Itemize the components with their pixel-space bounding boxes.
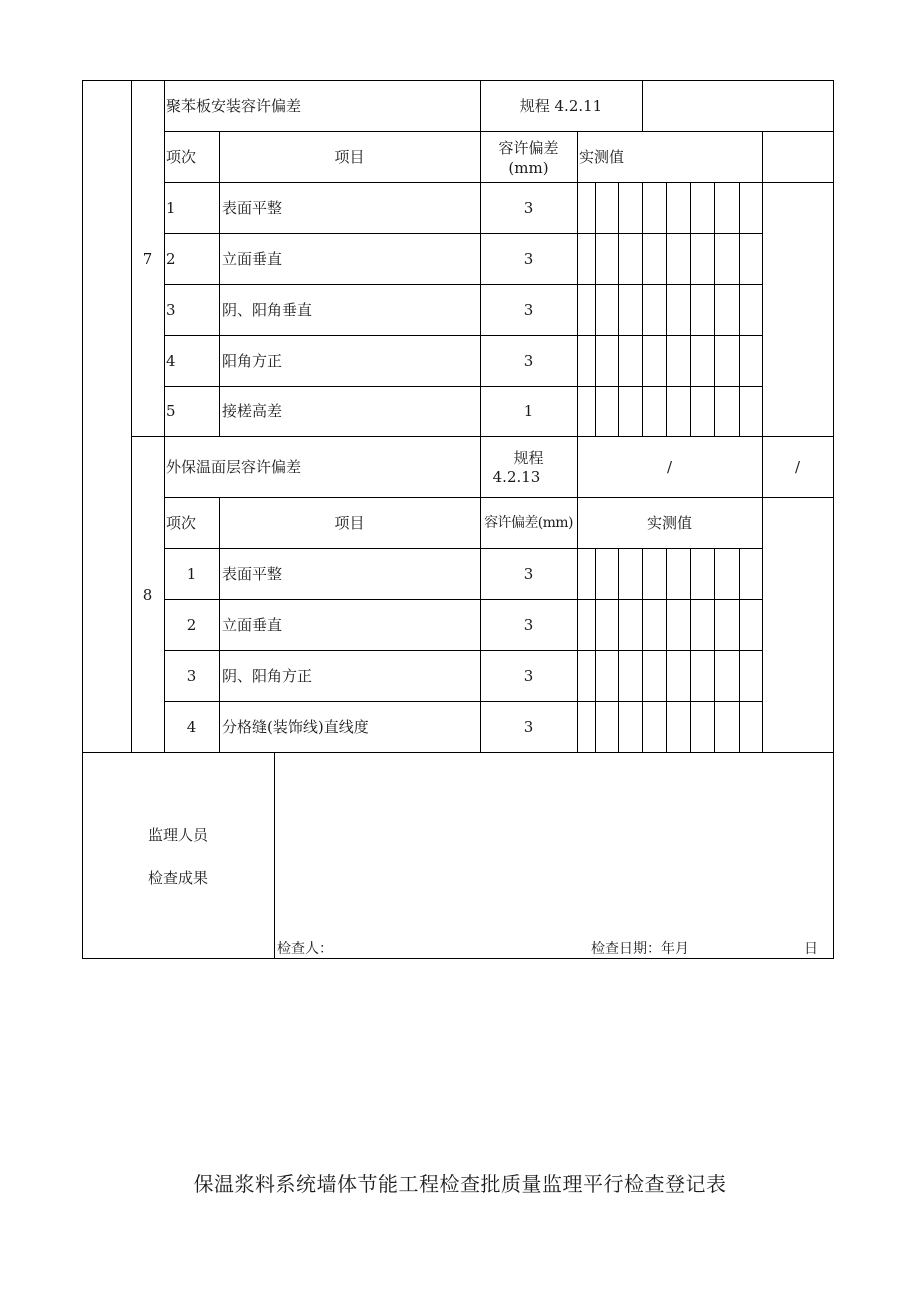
- rule: [219, 131, 220, 436]
- result-label: 检查成果: [147, 869, 208, 887]
- rule: [577, 131, 578, 752]
- grid-line: [690, 548, 691, 752]
- section-number: 7: [142, 250, 153, 268]
- rule: [131, 80, 132, 752]
- row-item: 表面平整: [222, 565, 283, 583]
- col-header-index: 项次: [166, 148, 197, 166]
- grid-line: [666, 182, 667, 436]
- row-tolerance: 3: [523, 301, 534, 319]
- row-item: 立面垂直: [222, 250, 283, 268]
- col-header-tolerance: 容许偏差(mm): [484, 515, 573, 531]
- row-item: 阴、阳角方正: [222, 667, 313, 685]
- row-item: 分格缝(装饰线)直线度: [222, 718, 369, 736]
- rule: [762, 131, 763, 752]
- col-header-item: 项目: [334, 514, 365, 532]
- row-index: 5: [166, 402, 176, 420]
- rule: [164, 650, 762, 651]
- rule: [833, 80, 834, 959]
- rule: [164, 701, 762, 702]
- row-item: 接槎高差: [222, 402, 283, 420]
- col-header-tolerance: 容许偏差: [498, 139, 559, 157]
- rule: [131, 436, 834, 437]
- rule: [82, 80, 834, 81]
- inspection-date-label: 检查日期：年月: [591, 941, 689, 957]
- col-header-item: 项目: [334, 148, 365, 166]
- spec-reference: 规程: [513, 449, 544, 467]
- rule: [164, 335, 762, 336]
- rule: [82, 752, 834, 753]
- rule: [164, 80, 165, 752]
- row-item: 立面垂直: [222, 616, 283, 634]
- slash-mark: /: [794, 458, 801, 476]
- document-title: 保温浆料系统墙体节能工程检查批质量监理平行检查登记表: [193, 1172, 727, 1196]
- grid-line: [642, 548, 643, 752]
- grid-line: [618, 548, 619, 752]
- grid-line: [739, 182, 740, 436]
- rule: [164, 131, 834, 132]
- row-tolerance: 3: [523, 352, 534, 370]
- row-tolerance: 3: [523, 616, 534, 634]
- row-index: 2: [186, 616, 197, 634]
- grid-line: [714, 182, 715, 436]
- row-index: 4: [166, 352, 176, 370]
- section-heading: 聚苯板安装容许偏差: [166, 97, 302, 115]
- row-tolerance: 3: [523, 667, 534, 685]
- row-tolerance: 3: [523, 250, 534, 268]
- row-tolerance: 3: [523, 718, 534, 736]
- rule: [642, 80, 643, 131]
- rule: [164, 284, 762, 285]
- col-header-measured: 实测值: [646, 514, 692, 532]
- row-tolerance: 1: [523, 402, 534, 420]
- spec-reference-number: 4.2.13: [492, 468, 541, 486]
- rule: [164, 497, 834, 498]
- rule: [164, 182, 834, 183]
- section-number: 8: [142, 586, 153, 604]
- rule: [219, 497, 220, 752]
- section-heading: 外保温面层容许偏差: [166, 458, 302, 476]
- rule: [82, 958, 834, 959]
- col-header-tolerance-unit: (mm): [508, 159, 549, 177]
- row-index: 3: [186, 667, 197, 685]
- grid-line: [714, 548, 715, 752]
- grid-line: [690, 182, 691, 436]
- rule: [164, 233, 762, 234]
- row-index: 1: [166, 199, 176, 217]
- col-header-measured: 实测值: [579, 148, 625, 166]
- row-tolerance: 3: [523, 565, 534, 583]
- inspector-label: 检查人：: [277, 941, 333, 957]
- rule: [274, 752, 275, 958]
- row-index: 4: [186, 718, 197, 736]
- rule: [164, 599, 762, 600]
- rule: [164, 548, 762, 549]
- row-tolerance: 3: [523, 199, 534, 217]
- grid-line: [595, 182, 596, 436]
- grid-line: [595, 548, 596, 752]
- row-item: 阳角方正: [222, 352, 283, 370]
- slash-mark: /: [666, 458, 673, 476]
- grid-line: [739, 548, 740, 752]
- grid-line: [666, 548, 667, 752]
- row-item: 阴、阳角垂直: [222, 301, 313, 319]
- row-index: 3: [166, 301, 176, 319]
- supervisor-label: 监理人员: [147, 826, 208, 844]
- day-label: 日: [804, 941, 818, 957]
- col-header-index: 项次: [166, 514, 197, 532]
- spec-reference: 规程 4.2.11: [519, 97, 603, 115]
- grid-line: [642, 182, 643, 436]
- row-index: 2: [166, 250, 176, 268]
- grid-line: [618, 182, 619, 436]
- rule: [164, 386, 762, 387]
- row-index: 1: [186, 565, 197, 583]
- row-item: 表面平整: [222, 199, 283, 217]
